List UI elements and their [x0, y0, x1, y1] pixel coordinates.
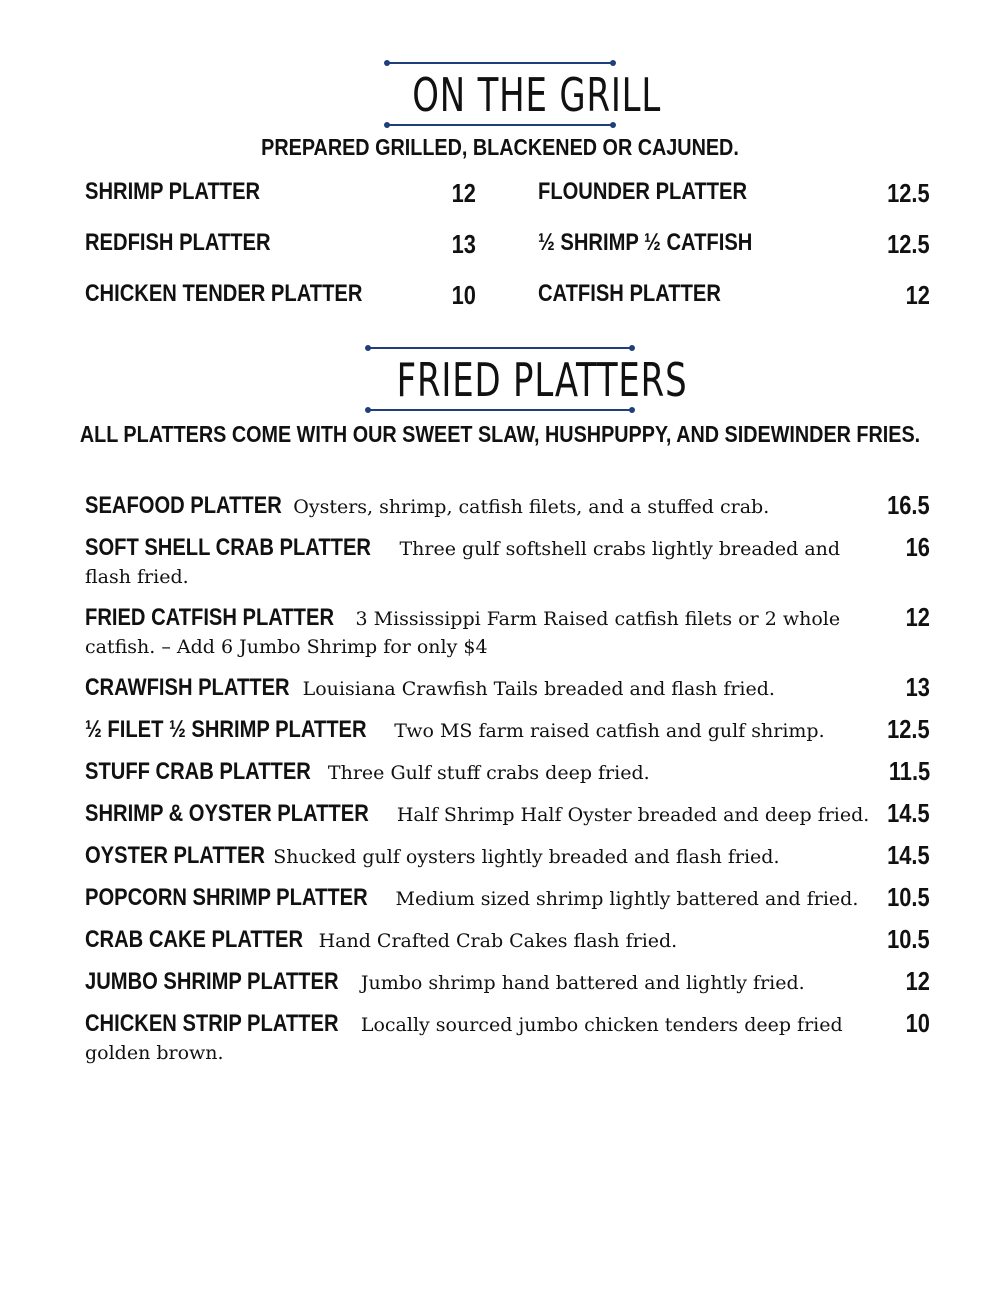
list-item — [85, 674, 930, 703]
fried-title-frame — [368, 347, 688, 411]
list-item — [85, 884, 930, 913]
menu-item-name: STUFF CRAB PLATTER — [85, 758, 311, 785]
menu-item-name: CATFISH PLATTER — [538, 280, 721, 307]
list-item — [85, 492, 930, 521]
menu-item-price: 12.5 — [887, 178, 930, 208]
menu-item-price: 10 — [451, 280, 476, 310]
menu-item-description: Three gulf softshell crabs lightly breaded and flash fried. — [85, 538, 841, 588]
grill-menu-grid — [85, 178, 930, 331]
menu-item-price: 12 — [451, 178, 476, 208]
menu-item-name: CRAB CAKE PLATTER — [85, 926, 304, 953]
list-item — [85, 604, 930, 661]
menu-item-name: SHRIMP & OYSTER PLATTER — [85, 800, 369, 827]
menu-item-name: FRIED CATFISH PLATTER — [85, 604, 335, 631]
menu-item-description: Shucked gulf oysters lightly breaded and flash fried. — [273, 846, 780, 868]
menu-item-description: Oysters, shrimp, catfish filets, and a stuffed crab. — [293, 496, 770, 518]
list-item — [85, 758, 930, 787]
menu-item-price: 12.5 — [887, 714, 930, 744]
list-item — [85, 968, 930, 997]
menu-item-name: SHRIMP PLATTER — [85, 178, 261, 205]
fried-menu-list — [85, 492, 930, 1080]
menu-item-price: 14.5 — [887, 840, 930, 870]
divider-bottom — [387, 124, 613, 126]
menu-item-name: FLOUNDER PLATTER — [538, 178, 748, 205]
menu-item-description: Louisiana Crawfish Tails breaded and flash fried. — [302, 678, 775, 700]
section-subtitle-grill: PREPARED GRILLED, BLACKENED OR CAJUNED. — [261, 134, 739, 160]
menu-item-price: 13 — [451, 229, 476, 259]
menu-item-description: Jumbo shrimp hand battered and lightly fried. — [360, 972, 805, 994]
list-item — [85, 716, 930, 745]
menu-item-price: 12 — [905, 280, 930, 310]
menu-item-description: Hand Crafted Crab Cakes flash fried. — [318, 930, 678, 952]
menu-item-name: ½ FILET ½ SHRIMP PLATTER — [85, 716, 367, 743]
menu-item-price: 14.5 — [887, 798, 930, 828]
menu-row — [85, 178, 930, 229]
menu-item-name: CHICKEN STRIP PLATTER — [85, 1010, 339, 1037]
list-item — [85, 1010, 930, 1067]
menu-item-name: SOFT SHELL CRAB PLATTER — [85, 534, 371, 561]
fried-header — [0, 347, 1000, 448]
menu-item-description: Three Gulf stuff crabs deep fried. — [327, 762, 650, 784]
menu-item-description: Locally sourced jumbo chicken tenders deep fried golden brown. — [85, 1014, 843, 1064]
menu-item-description: Half Shrimp Half Oyster breaded and deep fried. — [396, 804, 870, 826]
divider-bottom — [368, 409, 632, 411]
menu-item-price: 10 — [905, 1008, 930, 1038]
menu-item-price: 16.5 — [887, 490, 930, 520]
menu-item-name: CHICKEN TENDER PLATTER — [85, 280, 363, 307]
menu-item-description: Two MS farm raised catfish and gulf shrimp. — [394, 720, 825, 742]
menu-item-price: 12 — [905, 602, 930, 632]
menu-item-name: CRAWFISH PLATTER — [85, 674, 290, 701]
list-item — [85, 926, 930, 955]
menu-item-price: 13 — [905, 672, 930, 702]
menu-row — [85, 280, 930, 331]
section-title-fried: FRIED PLATTERS — [396, 353, 688, 407]
menu-item-price: 16 — [905, 532, 930, 562]
menu-row — [85, 229, 930, 280]
menu-item-name: ½ SHRIMP ½ CATFISH — [538, 229, 753, 256]
menu-item-price: 12 — [905, 966, 930, 996]
list-item — [85, 842, 930, 871]
menu-item-description: Medium sized shrimp lightly battered and fried. — [395, 888, 859, 910]
menu-item-price: 10.5 — [887, 924, 930, 954]
menu-item-description: 3 Mississippi Farm Raised catfish filets or 2 whole catfish. – Add 6 Jumbo Shrimp for only $4 — [85, 608, 841, 658]
grill-title-frame — [387, 62, 662, 126]
menu-item-name: REDFISH PLATTER — [85, 229, 271, 256]
list-item — [85, 800, 930, 829]
menu-item-name: OYSTER PLATTER — [85, 842, 265, 869]
list-item — [85, 534, 930, 591]
section-subtitle-fried: ALL PLATTERS COME WITH OUR SWEET SLAW, HUSHPUPPY, AND SIDEWINDER FRIES. — [79, 421, 921, 447]
menu-item-name: POPCORN SHRIMP PLATTER — [85, 884, 368, 911]
section-title-grill: ON THE GRILL — [412, 68, 662, 122]
grill-header — [0, 62, 1000, 161]
menu-item-name: SEAFOOD PLATTER — [85, 492, 282, 519]
menu-item-price: 10.5 — [887, 882, 930, 912]
menu-item-name: JUMBO SHRIMP PLATTER — [85, 968, 339, 995]
menu-item-price: 12.5 — [887, 229, 930, 259]
menu-item-price: 11.5 — [888, 756, 930, 786]
